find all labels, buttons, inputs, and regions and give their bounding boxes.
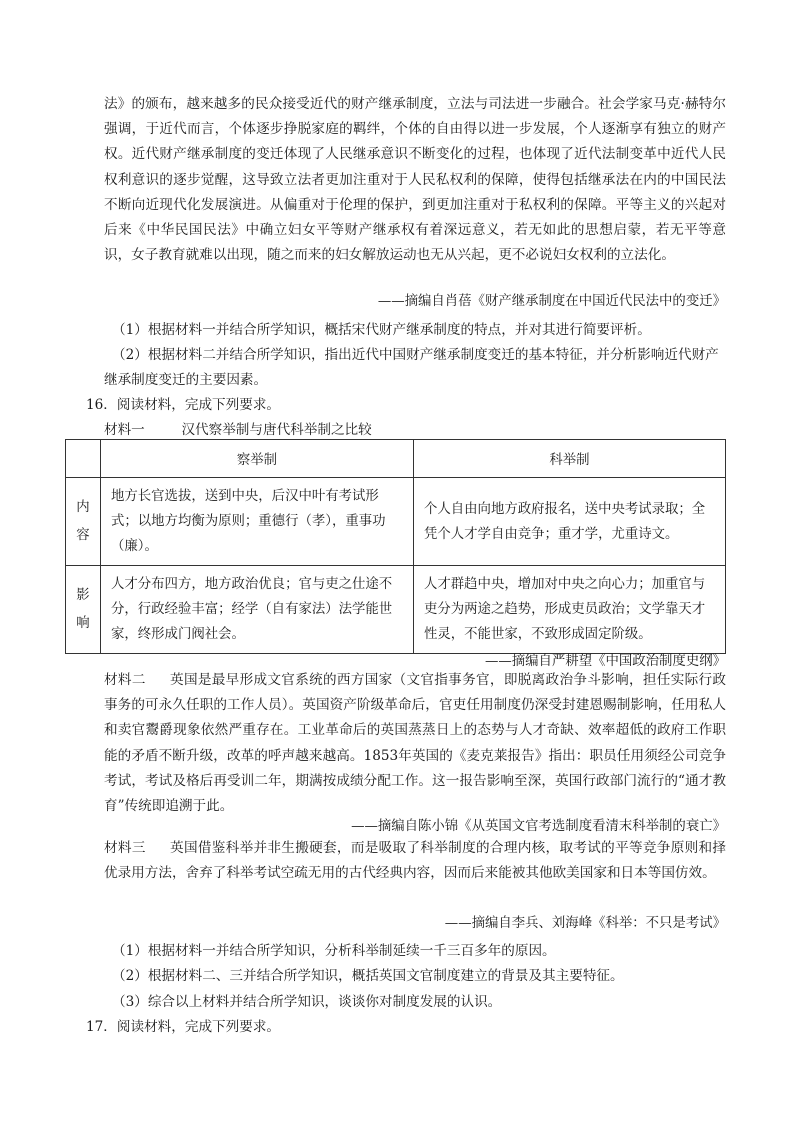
- material2-label: 材料二: [104, 672, 146, 688]
- row-label-content: [66, 478, 101, 566]
- table-row-impact: [66, 566, 726, 654]
- material3-label: 材料三: [104, 840, 146, 856]
- q17-heading: 17．阅读材料，完成下列要求。: [86, 1019, 281, 1035]
- material1-label: 材料一: [104, 422, 145, 438]
- q16-subquestion-2: （2）根据材料二、三并结合所学知识，概括英国文官制度建立的背景及其主要特征。: [112, 968, 624, 984]
- cell-content-chajuzhi: 地方长官选拔，送到中央，后汉中叶有考试形式；以地方均衡为原则；重德行（孝），重事功（廉）。: [101, 478, 414, 566]
- material1-citation: ——摘编自严耕望《中国政治制度史纲》: [484, 654, 726, 669]
- col-header-chajuzhi: 察举制: [101, 440, 414, 478]
- cell-impact-chajuzhi: 人才分布四方，地方政治优良；官与吏之仕途不分，行政经验丰富；经学（自有家法）法学能世家，终形成门阀社会。: [101, 566, 414, 654]
- intro-citation: ——摘编自肖蓓《财产继承制度在中国近代民法中的变迁》: [377, 294, 726, 309]
- material3-text: 英国借鉴科举并非生搬硬套，而是吸取了科举制度的合理内核，取考试的平等竞争原则和择优录用方法，舍弃了科举考试空疏无用的古代经典内容，因而后来能被其他欧美国家和日本等国仿效。: [104, 840, 727, 882]
- q15-subquestion-2: （2）根据材料二并结合所学知识，指出近代中国财产继承制度变迁的基本特征，并分析影响近代财产继承制度变迁的主要因素。: [104, 347, 719, 388]
- col-header-kejuzhi: 科举制: [414, 440, 726, 478]
- cell-content-kejuzhi: 个人自由向地方政府报名，送中央考试录取；全凭个人才学自由竞争；重才学，尤重诗文。: [414, 478, 726, 566]
- table-header-row: [66, 440, 726, 478]
- material1-heading: [104, 418, 372, 438]
- row-label-impact: [66, 566, 101, 654]
- table-row-content: [66, 478, 726, 566]
- q16-heading: 16．阅读材料，完成下列要求。: [86, 397, 281, 413]
- material2-block: [104, 668, 726, 819]
- row-label-text: 内容: [76, 499, 90, 543]
- material2-citation: ——摘编自陈小锦《从英国文官考选制度看清末科举制的衰亡》: [351, 819, 726, 834]
- comparison-table: [65, 439, 726, 654]
- q15-subquestion-1: （1）根据材料一并结合所学知识，概括宋代财产继承制度的特点，并对其进行简要评析。: [112, 322, 651, 338]
- material3-block: [104, 836, 726, 886]
- material2-text: 英国是最早形成文官系统的西方国家（文官指事务官，即脱离政治争斗影响，担任实际行政事务的可永久任职的工作人员）。英国资产阶级革命后，官吏任用制度仍深受封建恩赐制影响，任用私人和卖官鬻爵现象依然严重存在。工业革命后的英国蒸蒸日上的态势与人才奇缺、效率超低的政府工作职能的矛盾不断升级，改革的呼声越来越高。1853年英国的《麦克莱报告》指出：职员任用须经公司竞争考试，考试及格后再受训二年，期满按成绩分配工作。这一报告影响至深，英国行政部门流行的“通才教育”传统即追溯于此。: [104, 672, 727, 815]
- material3-citation: ——摘编自李兵、刘海峰《科举：不只是考试》: [444, 916, 726, 931]
- q16-subquestion-3: （3）综合以上材料并结合所学知识，谈谈你对制度发展的认识。: [112, 994, 502, 1010]
- intro-paragraph: 法》的颁布，越来越多的民众接受近代的财产继承制度，立法与司法进一步融合。社会学家马克·赫特尔强调，于近代而言，个体逐步挣脱家庭的羁绊，个体的自由得以进一步发展，个人逐渐享有独立的财产权。近代财产继承制度的变迁体现了人民继承意识不断变化的过程，也体现了近代法制变革中近代人民权利意识的逐步觉醒，这导致立法者更加注重对于人民私权利的保障，使得包括继承法在内的中国民法不断向近现代化发展演进。从偏重对于伦理的保护，到更加注重对于私权利的保障。平等主义的兴起对后来《中华民国民法》中确立妇女平等财产继承权有着深远意义，若无如此的思想启蒙，若无平等意识，女子教育就难以出现，随之而来的妇女解放运动也无从兴起，更不必说妇女权利的立法化。: [104, 96, 726, 264]
- table-corner: [66, 440, 101, 478]
- cell-impact-kejuzhi: 人才群趋中央，增加对中央之向心力；加重官与吏分为两途之趋势，形成吏员政治；文学靠天才性灵，不能世家，不致形成固定阶级。: [414, 566, 726, 654]
- material1-title: 汉代察举制与唐代科举制之比较: [181, 422, 372, 438]
- row-label-text: 影响: [76, 587, 90, 631]
- q16-subquestion-1: （1）根据材料一并结合所学知识，分析科举制延续一千三百多年的原因。: [112, 943, 556, 959]
